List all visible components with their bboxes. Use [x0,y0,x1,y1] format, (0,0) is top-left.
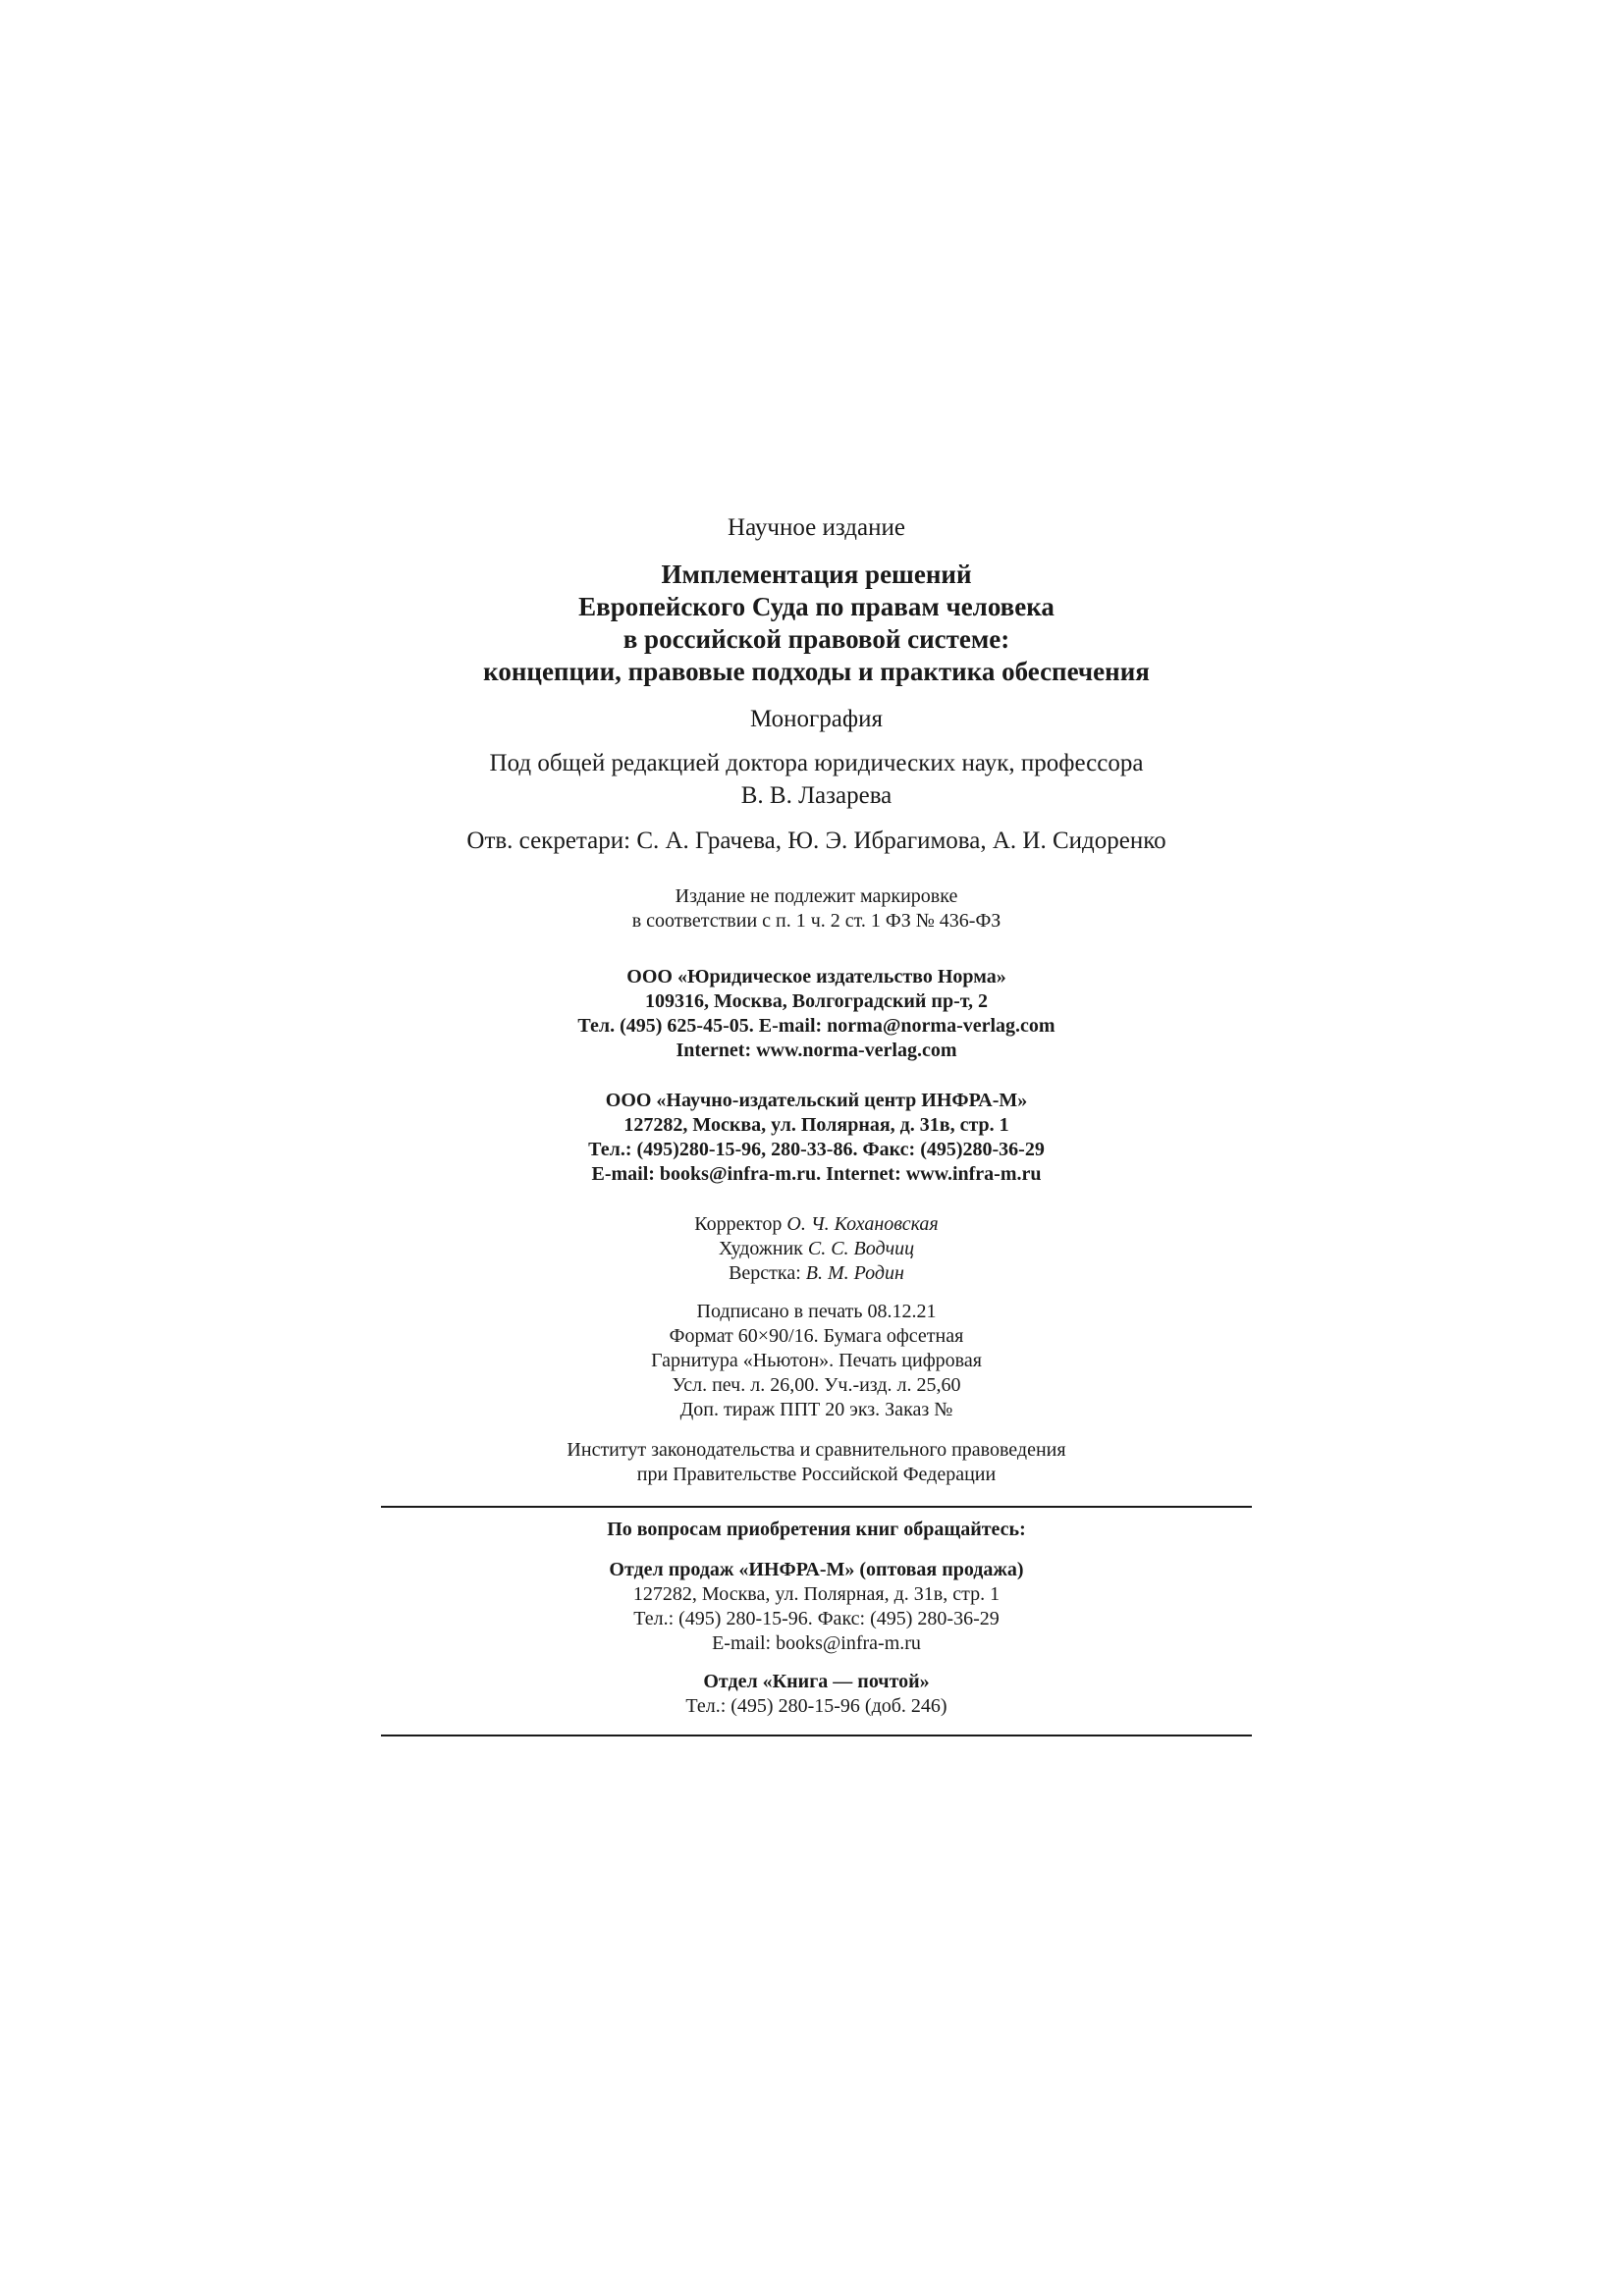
credit-role: Художник [718,1238,808,1259]
credit-person: В. М. Родин [805,1262,904,1284]
editor-name: В. В. Лазарева [740,782,893,809]
department-address: 127282, Москва, ул. Полярная, д. 31в, стр. 1 [632,1583,1001,1605]
marking-line: в соответствии с п. 1 ч. 2 ст. 1 ФЗ № 436-ФЗ [631,910,1001,932]
department-name: Отдел «Книга — почтой» [703,1671,930,1692]
credit-person: С. С. Водчиц [807,1238,915,1259]
department-email: E-mail: books@infra-m.ru [712,1632,921,1654]
purchase-heading: По вопросам приобретения книг обращайтесь: [607,1519,1026,1540]
editor-info [381,747,1252,812]
print-info-line: Усл. печ. л. 26,00. Уч.-изд. л. 25,60 [672,1374,961,1396]
imprint-page [381,512,1252,1736]
mail-order-department [381,1670,1252,1719]
print-info [381,1300,1252,1422]
marking-notice [381,884,1252,934]
credit-corrector [381,1212,1252,1237]
genre: Монография [750,706,883,732]
title-line: в российской правовой системе: [622,624,1010,654]
marking-line: Издание не подлежит маркировке [675,885,958,907]
publisher-contact: Тел.: (495)280-15-96, 280-33-86. Факс: (495)280-36-29 [588,1139,1045,1160]
publisher-address: 109316, Москва, Волгоградский пр-т, 2 [644,990,989,1012]
publisher-website: Internet: www.norma-verlag.com [676,1040,957,1061]
credit-role: Корректор [694,1213,787,1235]
publisher-contact: Тел. (495) 625-45-05. E-mail: norma@norma-verlag.com [577,1015,1055,1037]
institute-line: Институт законодательства и сравнительного правоведения [567,1439,1066,1461]
credit-role: Верстка: [729,1262,806,1284]
institute-line: при Правительстве Российской Федерации [636,1464,997,1485]
title-line: концепции, правовые подходы и практика обеспечения [483,657,1150,686]
print-info-line: Гарнитура «Ньютон». Печать цифровая [651,1350,982,1371]
edition-type: Научное издание [728,514,905,541]
department-name: Отдел продаж «ИНФРА-М» (оптовая продажа) [609,1559,1024,1580]
publisher-norma [381,965,1252,1063]
editor-line: Под общей редакцией доктора юридических наук, профессора [489,750,1144,776]
print-info-line: Доп. тираж ППТ 20 экз. Заказ № [679,1399,953,1420]
department-phone: Тел.: (495) 280-15-96. Факс: (495) 280-36-29 [633,1608,1000,1629]
publisher-name: ООО «Научно-издательский центр ИНФРА-М» [605,1090,1028,1111]
secretaries: Отв. секретари: С. А. Грачева, Ю. Э. Ибрагимова, А. И. Сидоренко [466,828,1166,854]
publisher-infra [381,1089,1252,1187]
sales-department [381,1558,1252,1656]
publisher-name: ООО «Юридическое издательство Норма» [626,966,1006,988]
title-line: Европейского Суда по правам человека [578,592,1055,621]
publisher-address: 127282, Москва, ул. Полярная, д. 31в, стр. 1 [623,1114,1009,1136]
credit-person: О. Ч. Кохановская [786,1213,939,1235]
credit-artist [381,1237,1252,1261]
book-title [381,559,1252,688]
department-phone: Тел.: (495) 280-15-96 (доб. 246) [685,1695,947,1717]
credit-layout [381,1261,1252,1286]
print-info-line: Формат 60×90/16. Бумага офсетная [669,1325,964,1347]
publisher-website: E-mail: books@infra-m.ru. Internet: www.infra-m.ru [591,1163,1042,1185]
purchase-info-box [381,1506,1252,1736]
title-line: Имплементация решений [661,560,972,589]
institute [381,1438,1252,1487]
production-credits [381,1212,1252,1286]
print-info-line: Подписано в печать 08.12.21 [696,1301,937,1322]
